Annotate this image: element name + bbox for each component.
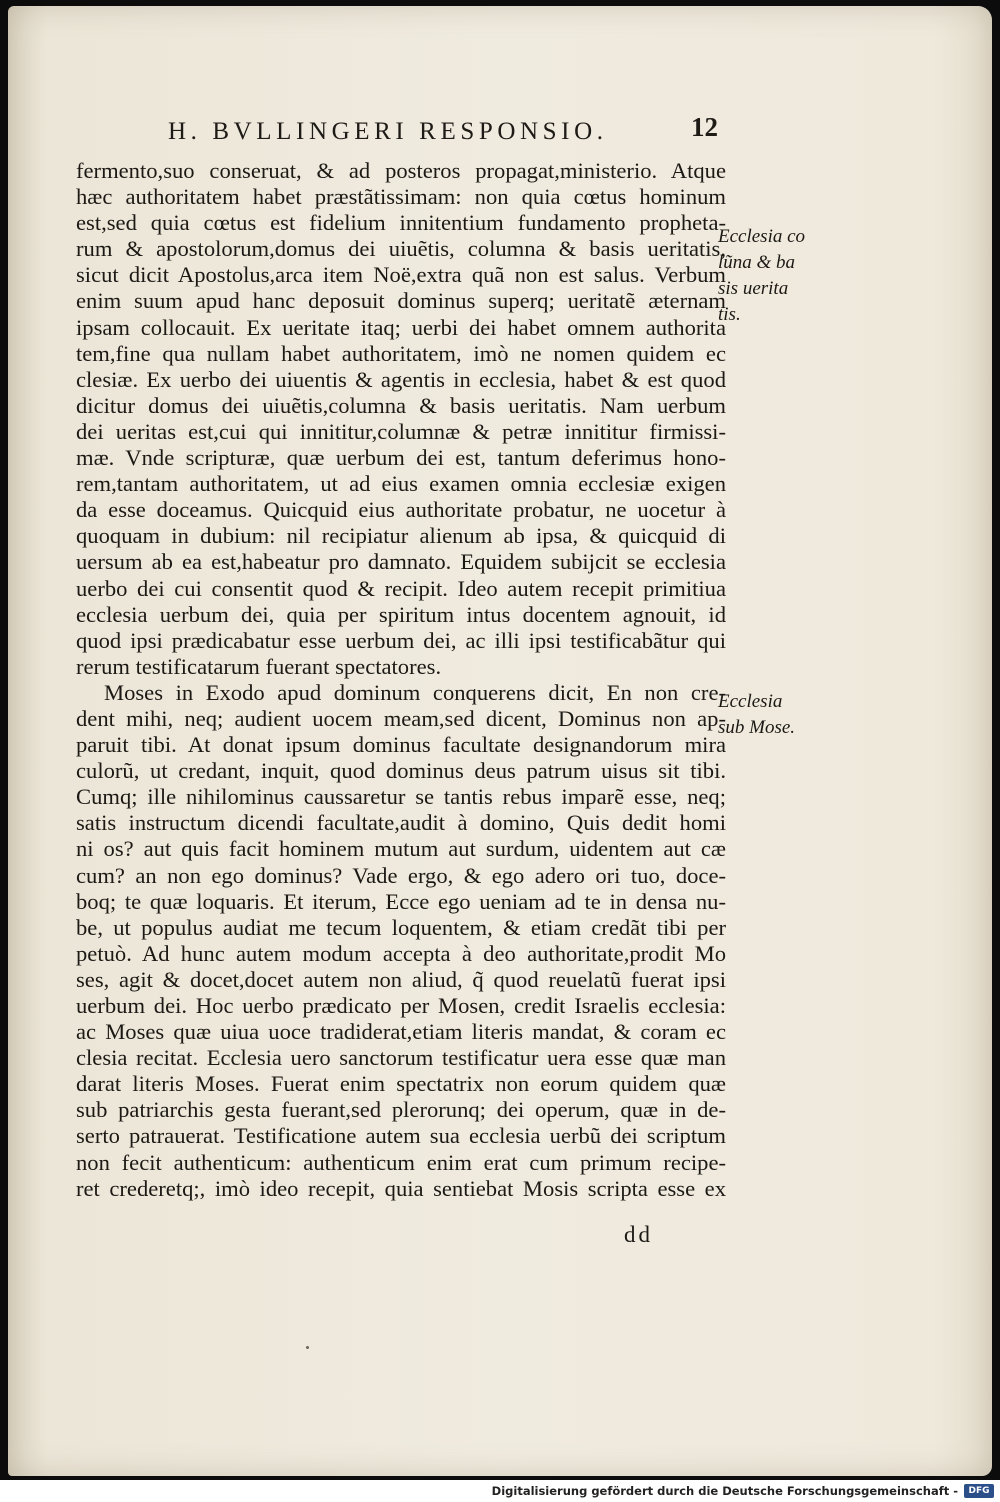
text-line: ecclesia uerbum dei, quia per spiritum intus docentem agnouit, id: [76, 601, 726, 627]
text-line: ret crederetq;, imò ideo recepit, quia sentiebat Mosis scripta esse ex: [76, 1175, 726, 1201]
text-line: Cumq; ille nihilominus caussaretur se tantis rebus imparẽ esse, neq;: [76, 784, 726, 810]
digitization-footer: [0, 1480, 1000, 1502]
funding-credit: Digitalisierung gefördert durch die Deutsche Forschungsgemeinschaft -: [491, 1484, 958, 1498]
margin-note-line: sis uerita: [718, 278, 789, 300]
body-text: [76, 158, 726, 1202]
text-line: ni os? aut quis facit hominem mutum aut surdum, uidentem aut cæ: [76, 836, 726, 862]
text-line: boq; te quæ loquaris. Et iterum, Ecce ego ueniam ad te in densa nu-: [76, 888, 726, 914]
text-line: fermento,suo conseruat, & ad posteros propagat,ministerio. Atque: [76, 158, 726, 183]
text-line: clesia recitat. Ecclesia uero sanctorum testificatur uera esse quæ man: [76, 1045, 726, 1071]
text-line: Moses in Exodo apud dominum conquerens dicit, En non cre-: [104, 679, 726, 705]
text-line: ses, agit & docet,docet autem non aliud, q̃ quod reuelatũ fuerat ipsi: [76, 966, 726, 992]
text-line: paruit tibi. At donat ipsum dominus facultate designandorum mira: [76, 732, 726, 758]
margin-note-ecclesia-sub-mose: [718, 689, 795, 741]
signature-mark: dd: [624, 1222, 653, 1247]
text-line: rum & apostolorum,domus dei uiuẽtis, columna & basis ueritatis,: [76, 236, 726, 262]
text-line: cum? an non ego dominus? Vade ergo, & ego adero ori tuo, doce-: [76, 862, 726, 888]
text-line: quod ipsi prædicabatur esse uerbum dei, ac illi ipsi testificabãtur qui: [76, 627, 726, 653]
paper-speck: [306, 1346, 309, 1349]
text-line: dei ueritas est,cui qui innititur,columnæ & petræ innititur firmissi-: [76, 418, 726, 444]
text-line: sub patriarchis gesta fuerant,sed plerorunq; dei operum, quæ in de-: [76, 1097, 726, 1123]
text-line: darat literis Moses. Fuerat enim spectatrix non eorum quidem quæ: [76, 1071, 726, 1097]
margin-note-line: tis.: [718, 304, 741, 326]
dfg-logo-icon: DFG: [964, 1484, 994, 1498]
text-line: serto patrauerat. Testificatione autem sua ecclesia uerbũ dei scriptum: [76, 1123, 726, 1149]
text-line: dent mihi, neq; audient uocem meam,sed dicent, Dominus non ap-: [76, 705, 726, 731]
text-line: quoquam in dubium: nil recipiatur alienum ab ipsa, & quicquid di: [76, 523, 726, 549]
text-line: ac Moses quæ uiua uoce tradiderat,etiam literis mandat, & coram ec: [76, 1019, 726, 1045]
text-line: sicut dicit Apostolus,arca item Noë,extra quã non est salus. Verbum: [76, 262, 726, 288]
text-line: uerbo dei cui consentit quod & recipit. Ideo autem recepit primitiua: [76, 575, 726, 601]
text-line: rerum testificatarum fuerant spectatores.: [76, 653, 442, 679]
margin-note-line: sub Mose.: [718, 717, 796, 739]
text-line: est,sed quia cœtus est fidelium innitentium fundamento propheta-: [76, 210, 726, 236]
text-line: be, ut populus audiat me tecum loquentem, & etiam credãt tibi per: [76, 914, 726, 940]
text-line: da esse doceamus. Quicquid eius authoritate probatur, ne uocetur à: [76, 497, 726, 523]
margin-note-line: Ecclesia co: [718, 226, 806, 247]
running-head: H. BVLLINGERI RESPONSIO.: [168, 118, 608, 145]
text-line: dicitur domus dei uiuẽtis,columna & basis ueritatis. Nam uerbum: [76, 392, 726, 418]
margin-note-line: Ecclesia: [718, 691, 783, 712]
margin-note-line: lũna & ba: [718, 252, 796, 274]
text-line: hæc authoritatem habet præstãtissimam: non quia cœtus hominum: [76, 184, 726, 210]
text-line: culorũ, ut credant, inquit, quod dominus deus patrum uisus sit tibi.: [76, 758, 726, 784]
text-line: satis instructum dicendi facultate,audit à domino, Quis dedit homi: [76, 810, 726, 836]
text-line: non fecit authenticum: authenticum enim erat cum primum recipe-: [76, 1149, 726, 1175]
text-line: clesiæ. Ex uerbo dei uiuentis & agentis in ecclesia, habet & est quod: [76, 366, 726, 392]
book-page: [8, 6, 992, 1476]
folio-number: 12: [691, 112, 718, 142]
text-line: enim suum apud hanc deposuit dominus superq; ueritatẽ æternam: [76, 288, 726, 314]
text-line: tem,fine qua nullam habet authoritatem, imò ne nomen quidem ec: [76, 340, 726, 366]
text-line: rem,tantam authoritatem, ut ad eius examen omnia ecclesiæ exigen: [76, 471, 726, 497]
text-line: uersum ab ea est,habeatur pro damnato. Equidem subijcit se ecclesia: [76, 549, 726, 575]
text-line: uerbum dei. Hoc uerbo prædicato per Mosen, credit Israelis ecclesia:: [76, 993, 726, 1018]
text-line: ipsam collocauit. Ex ueritate itaq; uerbi dei habet omnem authorita: [76, 314, 726, 340]
text-line: petuò. Ad hunc autem modum accepta à deo authoritate,prodit Mo: [76, 940, 726, 966]
margin-note-ecclesia-columna: [718, 224, 805, 328]
text-line: mæ. Vnde scripturæ, quæ uerbum dei est, tantum deferimus hono-: [76, 445, 726, 471]
